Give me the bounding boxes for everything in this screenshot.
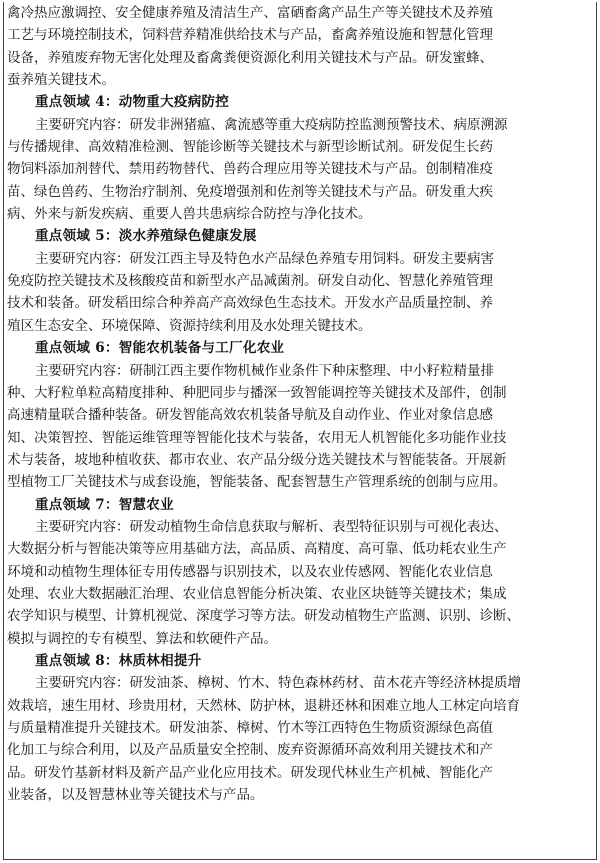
text-line: 品。研发竹基新材料及新产品产业化应用技术。研发现代林业生产机械、智能化产	[7, 764, 493, 781]
text-line: 与传播规律、高效精准检测、智能诊断等关键技术与新型诊断试剂。研发促生长药	[7, 139, 493, 156]
text-line: 技术和装备。研发稻田综合种养高产高效绿色生态技术。开发水产品质量控制、养	[7, 295, 493, 312]
text-line: 病、外来与新发疾病、重要人兽共患病综合防控与净化技术。	[7, 206, 372, 223]
text-line: 物饲料添加剂替代、禁用药物替代、兽药合理应用等关键技术与产品。创制精准疫	[7, 161, 493, 178]
text-line: 模拟与调控的专有模型、算法和软硬件产品。	[7, 630, 277, 647]
text-line: 主要研究内容：研发非洲猪瘟、禽流感等重大疫病防控监测预警技术、病原溯源	[35, 116, 508, 133]
text-line: 化加工与综合利用，以及产品质量安全控制、废弃资源循环高效利用关键技术和产	[7, 742, 493, 759]
text-line-content: 蚕养殖关键技术。	[7, 72, 115, 89]
text-line: 术与装备，坡地种植收获、都市农业、农产品分级分选关键技术与智能装备。开展新	[7, 451, 507, 468]
section-heading: 重点领域 5：淡水养殖绿色健康发展	[35, 228, 257, 245]
text-line: 苗、绿色兽药、生物治疗制剂、免疫增强剂和佐剂等关键技术与产品。研发重大疾	[7, 183, 493, 200]
text-line: 免疫防控关键技术及核酸疫苗和新型水产品减菌剂。研发自动化、智慧化养殖管理	[7, 273, 493, 290]
text-line-content: 工艺与环境控制技术，饲料营养精准供给技术与产品，畜禽养殖设施和智慧化管理	[7, 27, 493, 44]
text-line-content: 禽冷热应激调控、安全健康养殖及清洁生产、富硒畜禽产品生产等关键技术及养殖	[7, 5, 493, 21]
text-line: 主要研究内容：研发江西主导及特色水产品绿色养殖专用饲料。研发主要病害	[35, 250, 494, 267]
text-line-content: 设备，养殖废弃物无害化处理及畜禽粪便资源化利用关键技术与产品。研发蜜蜂、	[7, 49, 493, 66]
text-line: 种、大籽粒单粒高精度排种、种肥同步与播深一致智能调控等关键技术及部件，创制	[7, 384, 507, 401]
text-line: 农学知识与模型、计算机视觉、深度学习等方法。研发动植物生产监测、识别、诊断、	[7, 608, 520, 625]
document-page	[0, 2, 600, 863]
text-line: 殖区生态安全、环境保障、资源持续利用及水处理关键技术。	[7, 317, 372, 334]
text-line: 主要研究内容：研制江西主要作物机械作业条件下种床整理、中小籽粒精量排	[35, 362, 494, 379]
text-line: 主要研究内容：研发动植物生命信息获取与解析、表型特征识别与可视化表达、	[35, 518, 508, 535]
text-line	[7, 2, 593, 24]
text-line	[7, 69, 593, 91]
text-line: 环境和动植物生理体征专用传感器与识别技术，以及农业传感网、智能化农业信息	[7, 563, 493, 580]
text-line: 知、决策智控、智能运维管理等智能化技术与装备，农用无人机智能化多功能作业技	[7, 429, 507, 446]
section-heading: 重点领域 8：林质林相提升	[35, 652, 202, 669]
text-line	[7, 24, 593, 46]
section-heading: 重点领域 4：动物重大疫病防控	[35, 94, 230, 111]
text-line: 业装备，以及智慧林业等关键技术与产品。	[7, 787, 264, 804]
section-heading: 重点领域 6：智能农机装备与工厂化农业	[35, 340, 285, 357]
section-heading: 重点领域 7：智慧农业	[35, 496, 174, 513]
text-line	[7, 47, 593, 69]
text-line: 型植物工厂关键技术与成套设施，智能装备、配套智慧生产管理系统的创制与应用。	[7, 474, 507, 491]
text-line: 处理、农业大数据融汇治理、农业信息智能分析决策、农业区块链等关键技术；集成	[7, 585, 507, 602]
text-line: 主要研究内容：研发油茶、樟树、竹木、特色森林药材、苗木花卉等经济林提质增	[35, 675, 521, 692]
text-line: 高速精量联合播种装备。研发智能高效农机装备导航及自动作业、作业对象信息感	[7, 407, 493, 424]
text-line: 大数据分析与智能决策等应用基础方法，高品质、高精度、高可靠、低功耗农业生产	[7, 541, 507, 558]
text-line: 与质量精准提升关键技术。研发油茶、樟树、竹木等江西特色生物质资源绿色高值	[7, 720, 493, 736]
text-line: 效栽培，速生用材、珍贵用材，天然林、防护林，退耕还林和困难立地人工林定向培育	[7, 697, 520, 714]
